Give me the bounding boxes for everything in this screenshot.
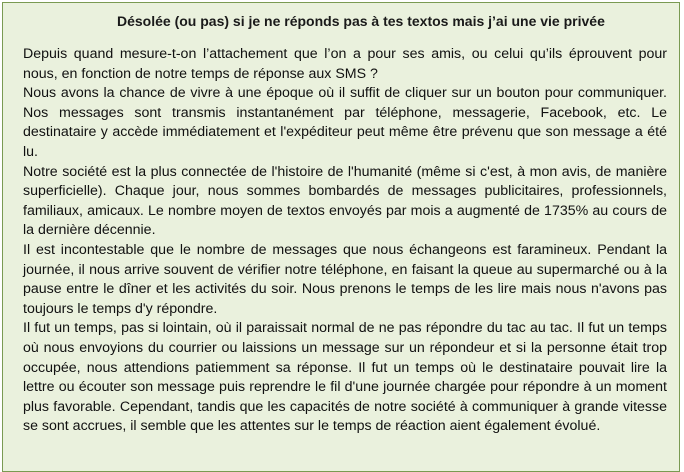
paragraph-4: Il est incontestable que le nombre de messages que nous échangeons est faramineux. Pendant la journée, il nous arrive souvent de vérifier notre téléphone, en faisant la queue au supermarché ou à la pause entre le dîner et les activités du soir. Nous prenons le temps de les lire mais nous n'avons pas toujours le temps d'y répondre.	[23, 241, 667, 317]
document-title: Désolée (ou pas) si je ne réponds pas à tes textos mais j’ai une vie privée	[117, 13, 605, 29]
document-body	[23, 45, 667, 437]
paragraph-3: Notre société est la plus connectée de l'histoire de l'humanité (même si c'est, à mon avis, de manière superficielle). Chaque jour, nous sommes bombardés de messages publicitaires, professionnels, familiaux, amicaux. Le nombre moyen de textos envoyés par mois a augmenté de 1735% au cours de la dernière décennie.	[23, 163, 667, 239]
paragraph-1: Depuis quand mesure-t-on l’attachement que l’on a pour ses amis, ou celui qu’ils éprouvent pour nous, en fonction de notre temps de réponse aux SMS ?	[23, 46, 667, 82]
paragraph-5: Il fut un temps, pas si lointain, où il paraissait normal de ne pas répondre du tac au tac. Il fut un temps où nous envoyions du courrier ou laissions un message sur un répondeur et si la personne était trop occupée, nous attendions patiemment sa réponse. Il fut un temps où le destinataire pouvait lire la lettre ou écouter son message puis reprendre le fil d'une journée chargée pour répondre à un moment plus favorable. Cependant, tandis que les capacités de notre société à communiquer à grande vitesse se sont accrues, il semble que les attentes sur le temps de réaction aient également évolué.	[23, 320, 667, 435]
document-box	[2, 2, 680, 472]
paragraph-2: Nous avons la chance de vivre à une époque où il suffit de cliquer sur un bouton pour communiquer. Nos messages sont transmis instantanément par téléphone, messagerie, Facebook, etc. Le destinataire y accède immédiatement et l'expéditeur peut même être prévenu que son message a été lu.	[23, 85, 667, 160]
